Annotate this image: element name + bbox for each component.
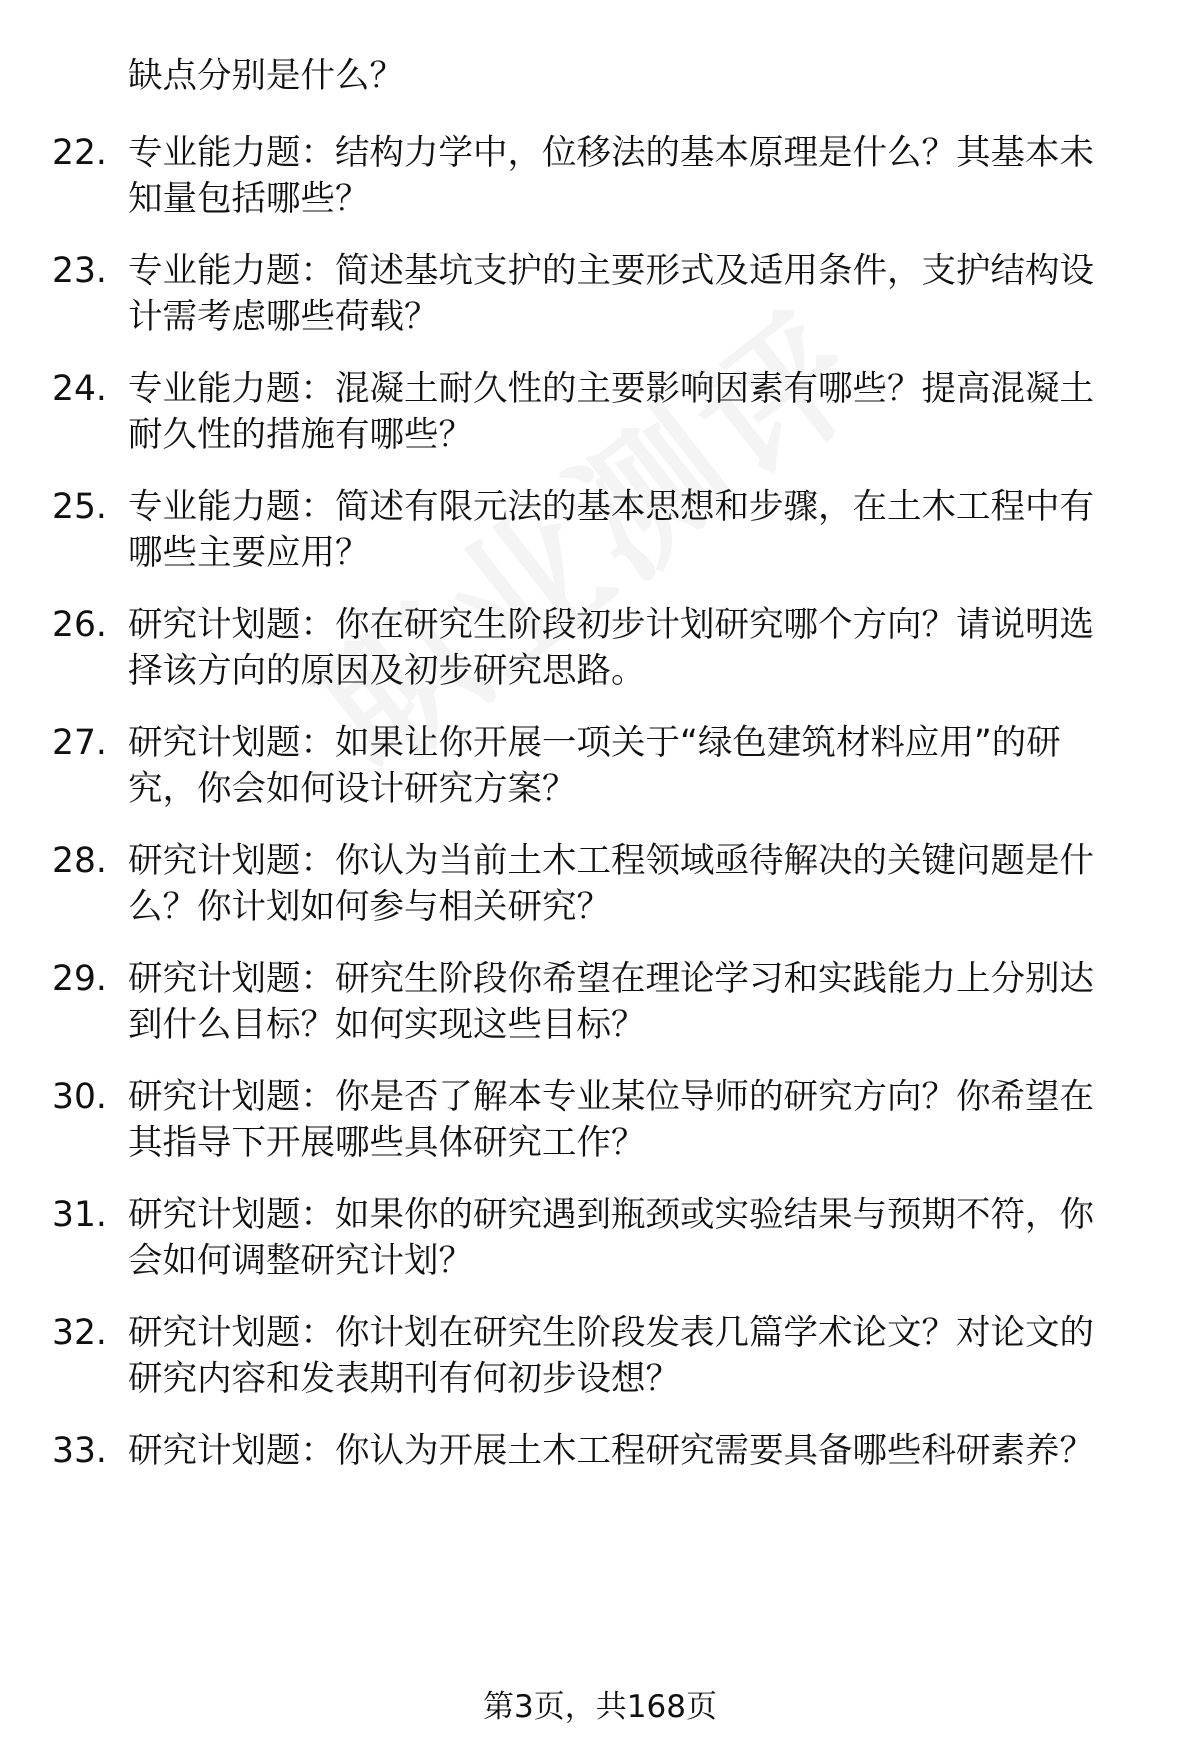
question-text-line: 研究计划题：如果让你开展一项关于“绿色建筑材料应用”的研 xyxy=(128,723,1061,763)
question-text-line: 计需考虑哪些荷载？ xyxy=(128,297,439,337)
question-number: 24. xyxy=(52,369,107,409)
question-number: 32. xyxy=(52,1313,107,1353)
question-text-line: 么？你计划如何参与相关研究？ xyxy=(128,887,611,927)
question-number: 25. xyxy=(52,487,107,527)
question-text-line: 专业能力题：简述有限元法的基本思想和步骤，在土木工程中有 xyxy=(128,487,1094,527)
question-text-line: 研究计划题：研究生阶段你希望在理论学习和实践能力上分别达 xyxy=(128,959,1094,999)
question-text-line: 耐久性的措施有哪些？ xyxy=(128,415,473,455)
question-text-line: 哪些主要应用？ xyxy=(128,533,370,573)
question-text-line: 知量包括哪些？ xyxy=(128,179,370,219)
question-number: 22. xyxy=(52,133,107,173)
question-text-line: 研究计划题：你是否了解本专业某位导师的研究方向？你希望在 xyxy=(128,1077,1094,1117)
question-number: 31. xyxy=(52,1195,107,1235)
continuation-line: 缺点分别是什么？ xyxy=(128,56,404,96)
question-text-line: 专业能力题：简述基坑支护的主要形式及适用条件，支护结构设 xyxy=(128,251,1094,291)
question-text-line: 研究计划题：如果你的研究遇到瓶颈或实验结果与预期不符，你 xyxy=(128,1195,1094,1235)
question-number: 26. xyxy=(52,605,107,645)
question-number: 27. xyxy=(52,723,107,763)
question-text-line: 专业能力题：混凝土耐久性的主要影响因素有哪些？提高混凝土 xyxy=(128,369,1094,409)
question-text-line: 研究计划题：你在研究生阶段初步计划研究哪个方向？请说明选 xyxy=(128,605,1094,645)
question-number: 23. xyxy=(52,251,107,291)
question-number: 30. xyxy=(52,1077,107,1117)
question-text-line: 其指导下开展哪些具体研究工作？ xyxy=(128,1123,646,1163)
question-text-line: 研究计划题：你认为开展土木工程研究需要具备哪些科研素养？ xyxy=(128,1431,1094,1471)
question-text-line: 会如何调整研究计划？ xyxy=(128,1241,473,1281)
question-text-line: 到什么目标？如何实现这些目标？ xyxy=(128,1005,646,1045)
question-text-line: 研究计划题：你认为当前土木工程领域亟待解决的关键问题是什 xyxy=(128,841,1094,881)
question-number: 33. xyxy=(52,1431,107,1471)
question-text-line: 择该方向的原因及初步研究思路。 xyxy=(128,651,646,691)
question-text-line: 究，你会如何设计研究方案？ xyxy=(128,769,577,809)
question-text-line: 研究内容和发表期刊有何初步设想？ xyxy=(128,1359,680,1399)
question-text-line: 研究计划题：你计划在研究生阶段发表几篇学术论文？对论文的 xyxy=(128,1313,1094,1353)
question-number: 28. xyxy=(52,841,107,881)
question-text-line: 专业能力题：结构力学中，位移法的基本原理是什么？其基本未 xyxy=(128,133,1094,173)
page-footer: 第3页，共168页 xyxy=(483,1689,717,1725)
question-number: 29. xyxy=(52,959,107,999)
